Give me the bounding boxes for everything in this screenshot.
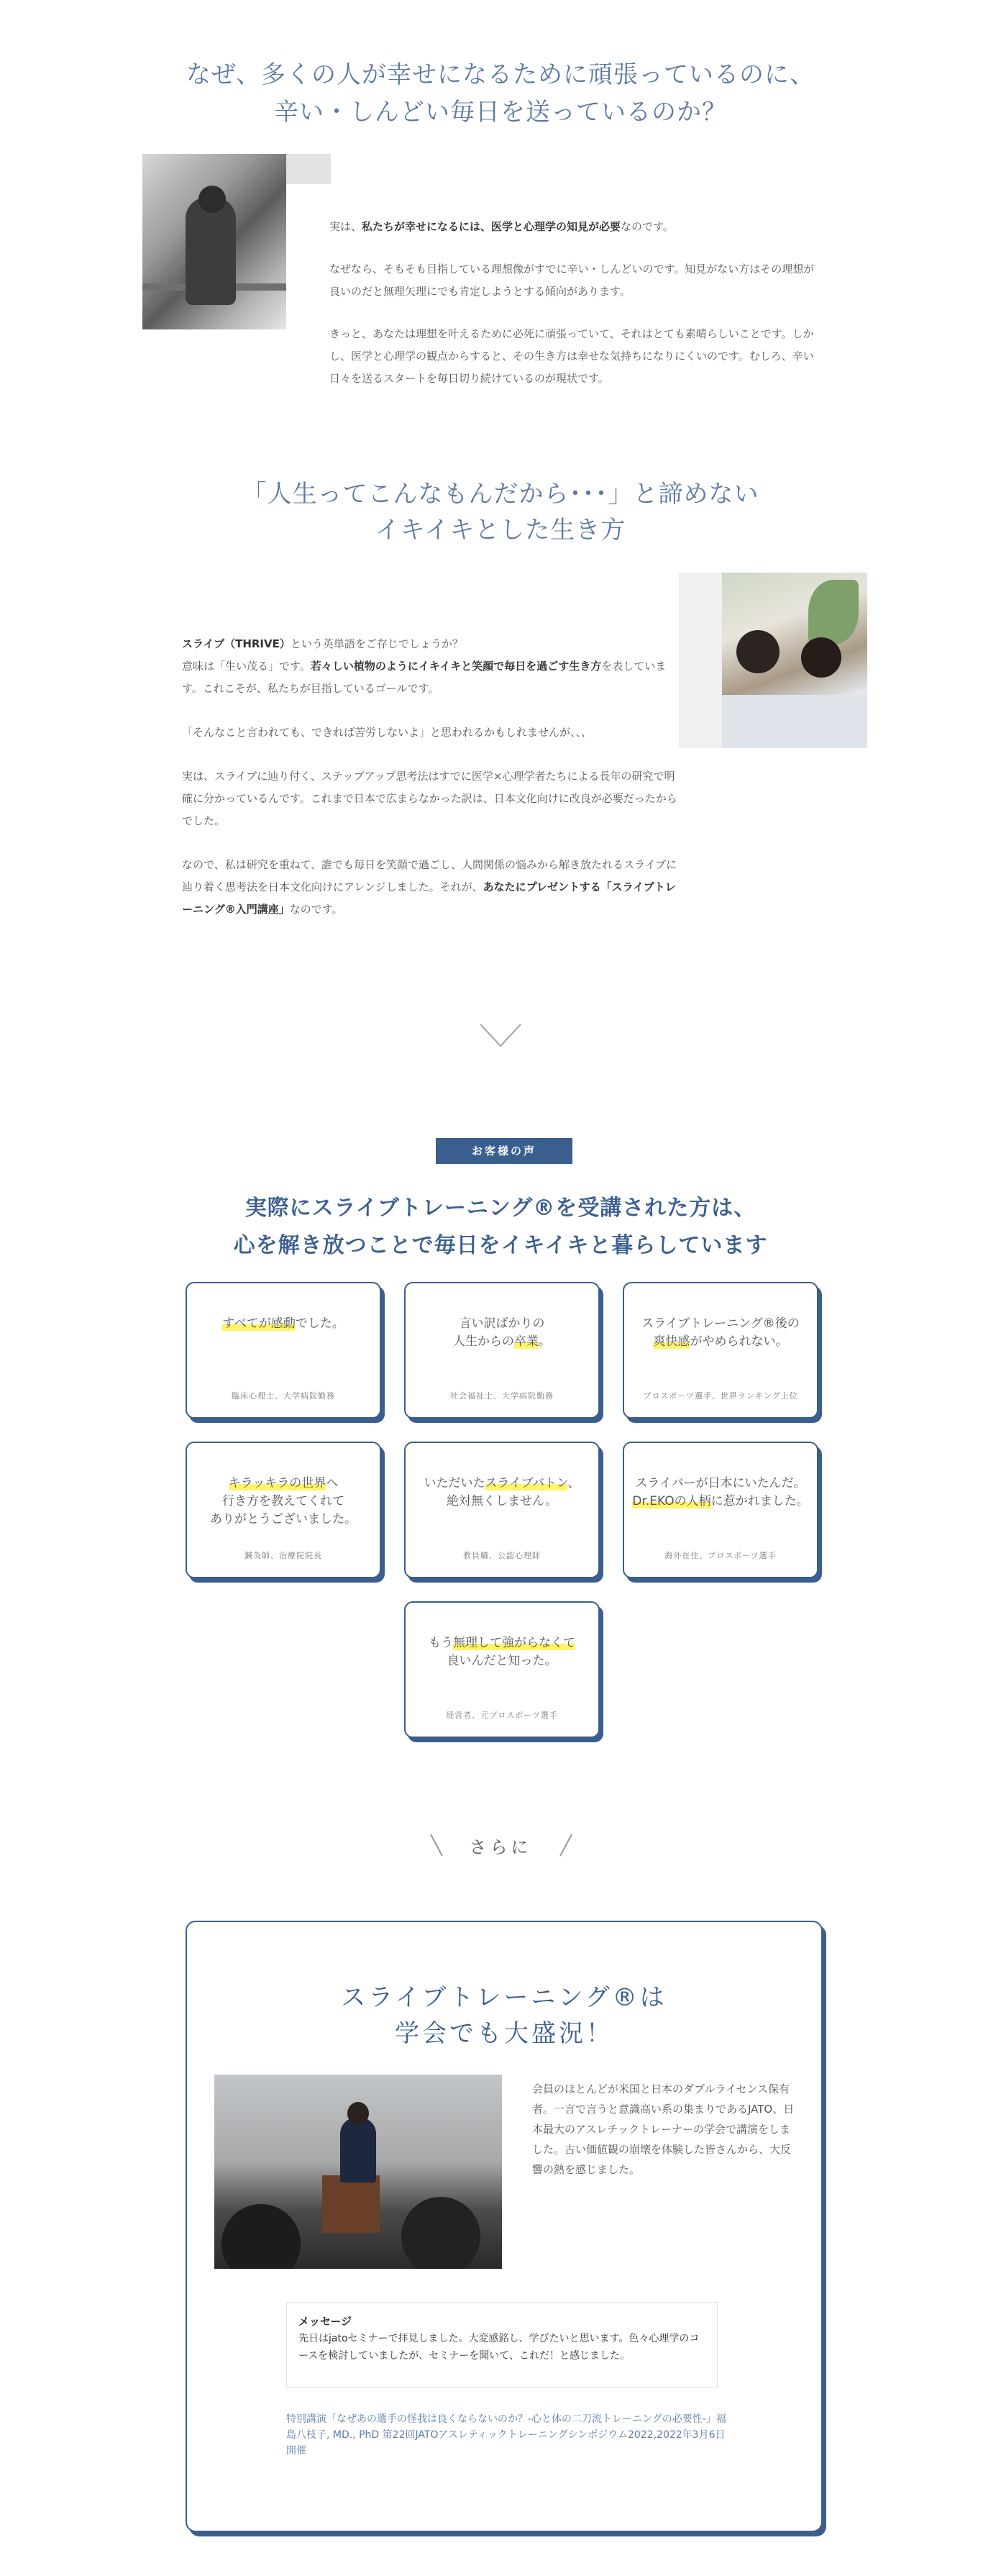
testimonial-author: 海外在住、プロスポーツ選手 bbox=[664, 1551, 777, 1560]
section2-p4: なので、私は研究を重ねて、誰でも毎日を笑顔で過ごし、人間関係の悩みから解き放たれるスライブに辿り着く思考法を日本文化向けにアレンジしました。それが、あなたにプレゼントする「スライブトレーニング®入門講座」なのです。 bbox=[182, 858, 677, 916]
quote-highlight: キラッキラの世界 bbox=[228, 1476, 326, 1490]
testimonial-card bbox=[623, 1282, 818, 1419]
section2-p3: 実は、スライブに辿り付く、ステップアップ思考法はすでに医学×心理学者たちによる長年の研究で明確に分かっているんです。これまで日本で広まらなかった訳は、日本文化向けに改良が必要だったからでした。 bbox=[182, 770, 677, 827]
section2-title bbox=[0, 476, 1001, 548]
testimonial-card bbox=[623, 1442, 818, 1578]
tired-man-photo bbox=[142, 154, 286, 329]
message-body: 先日はjatoセミナーで拝見しました。大変感銘し、学びたいと思います。色々心理学のコースを検討していましたが、セミナーを聞いて、これだ！と感じました。 bbox=[298, 2333, 700, 2362]
academic-text: 会員のほとんどが米国と日本のダブルライセンス保有者。一言で言うと意識高い系の集まりであるJATO、日本最大のアスレチックトレーナーの学会で講演をしました。古い価値観の崩壊を体験した皆さんから、大反響の熱を感じました。 bbox=[532, 2083, 795, 2176]
section2-body bbox=[182, 633, 678, 942]
section1-p2: なぜなら、そもそも目指している理想像がすでに辛い・しんどいのです。知見がない方はその理想が良いのだと無理矢理にでも肯定しようとする傾向があります。 bbox=[329, 263, 815, 298]
quote-highlight: スライブバトン bbox=[485, 1476, 568, 1490]
testimonial-author: 教員職、公認心理師 bbox=[463, 1551, 541, 1560]
testimonial-card bbox=[404, 1282, 600, 1419]
quote-highlight: 無理して強がらなくて bbox=[453, 1636, 575, 1650]
section2-title-line1: 「人生ってこんなもんだから･･･」と諦めない bbox=[242, 480, 759, 509]
section1-body bbox=[329, 216, 818, 410]
section1-title bbox=[0, 56, 1001, 131]
testimonial-quote: いただいたスライブバトン、 絶対無くしません。 bbox=[424, 1476, 580, 1508]
section1-title-line1: なぜ、多くの人が幸せになるために頑張っているのに、 bbox=[186, 60, 815, 89]
lecture-photo bbox=[214, 2075, 502, 2269]
more-label: さらに bbox=[469, 1837, 532, 1857]
academic-box bbox=[186, 1921, 823, 2532]
testimonial-card bbox=[186, 1282, 381, 1419]
chevron-down-icon bbox=[479, 1021, 522, 1050]
testimonial-author: 社会福祉士、大学病院勤務 bbox=[450, 1391, 554, 1401]
testimonial-author: プロスポーツ選手、世界ランキング上位 bbox=[643, 1391, 798, 1401]
voices-badge: お客様の声 bbox=[436, 1138, 572, 1164]
testimonial-quote: もう無理して強がらなくて 良いんだと知った。 bbox=[429, 1636, 575, 1668]
testimonial-quote: すべてが感動でした。 bbox=[222, 1316, 344, 1331]
testimonial-quote: 言い訳ばかりの 人生からの卒業。 bbox=[453, 1316, 551, 1349]
academic-title-line2: 学会でも大盛況！ bbox=[395, 2019, 613, 2048]
section1-title-line2: 辛い・しんどい毎日を送っているのか？ bbox=[274, 98, 727, 127]
section2-p2: 「そんなこと言われても、できれば苦労しないよ」と思われるかもしれませんが、、、 bbox=[182, 726, 593, 739]
testimonial-card bbox=[404, 1601, 600, 1738]
testimonial-quote: スライバーが日本にいたんだ。 Dr.EKOの人柄に惹かれました。 bbox=[632, 1476, 809, 1508]
academic-title bbox=[187, 1980, 821, 2052]
voices-title bbox=[0, 1190, 1001, 1265]
testimonial-author: 臨床心理士、大学病院勤務 bbox=[232, 1391, 335, 1401]
testimonial-quote: キラッキラの世界へ 行き方を教えてくれて ありがとうございました。 bbox=[210, 1476, 357, 1526]
testimonial-author: 経営者、元プロスポーツ選手 bbox=[446, 1711, 558, 1720]
message-box bbox=[286, 2302, 718, 2388]
voices-title-line2: 心を解き放つことで毎日をイキイキと暮らしています bbox=[233, 1233, 768, 1258]
quote-highlight: 卒業 bbox=[514, 1334, 539, 1349]
quote-highlight: Dr.EKOの人柄 bbox=[632, 1494, 711, 1508]
section1-p3: きっと、あなたは理想を叶えるために必死に頑張っていて、それはとても素晴らしいことです。しかし、医学と心理学の観点からすると、その生き方は幸せな気持ちになりにくいのです。むしろ、辛い日々を送るスタートを毎日切り続けているのが現状です。 bbox=[329, 327, 814, 385]
testimonial-card bbox=[404, 1442, 600, 1578]
section1-p1: 実は、私たちが幸せになるには、医学と心理学の知見が必要なのです。 bbox=[329, 220, 674, 233]
lecture-source: 特別講演「なぜあの選手の怪我は良くならないのか？-心と体の二刀流トレーニングの必要性-」福島八枝子, MD., PhD 第22回JATOアスレティックトレーニングシンポジウム2022,2022年3月6日開催 bbox=[286, 2413, 726, 2457]
voices-title-line1: 実際にスライブトレーニング®を受講された方は、 bbox=[244, 1196, 757, 1221]
quote-highlight: 爽快感 bbox=[653, 1334, 690, 1349]
section2-title-line2: イキイキとした生き方 bbox=[375, 516, 626, 545]
academic-title-line1: スライブトレーニング®は bbox=[341, 1983, 667, 2012]
message-heading: メッセージ bbox=[298, 2315, 352, 2328]
laughing-women-photo bbox=[722, 573, 867, 748]
section2-p1: スライブ（THRIVE）という英単語をご存じでしょうか？ 意味は「生い茂る」です。若々しい植物のようにイキイキと笑顔で毎日を過ごす生き方を表しています。これこそが、私たちが目指しているゴールです。 bbox=[182, 637, 667, 695]
quote-highlight: すべてが感動 bbox=[222, 1316, 296, 1331]
testimonial-author: 鍼灸師、治療院院長 bbox=[244, 1551, 322, 1560]
testimonial-card bbox=[186, 1442, 381, 1578]
testimonial-quote: スライブトレーニング®後の 爽快感がやめられない。 bbox=[641, 1316, 800, 1349]
